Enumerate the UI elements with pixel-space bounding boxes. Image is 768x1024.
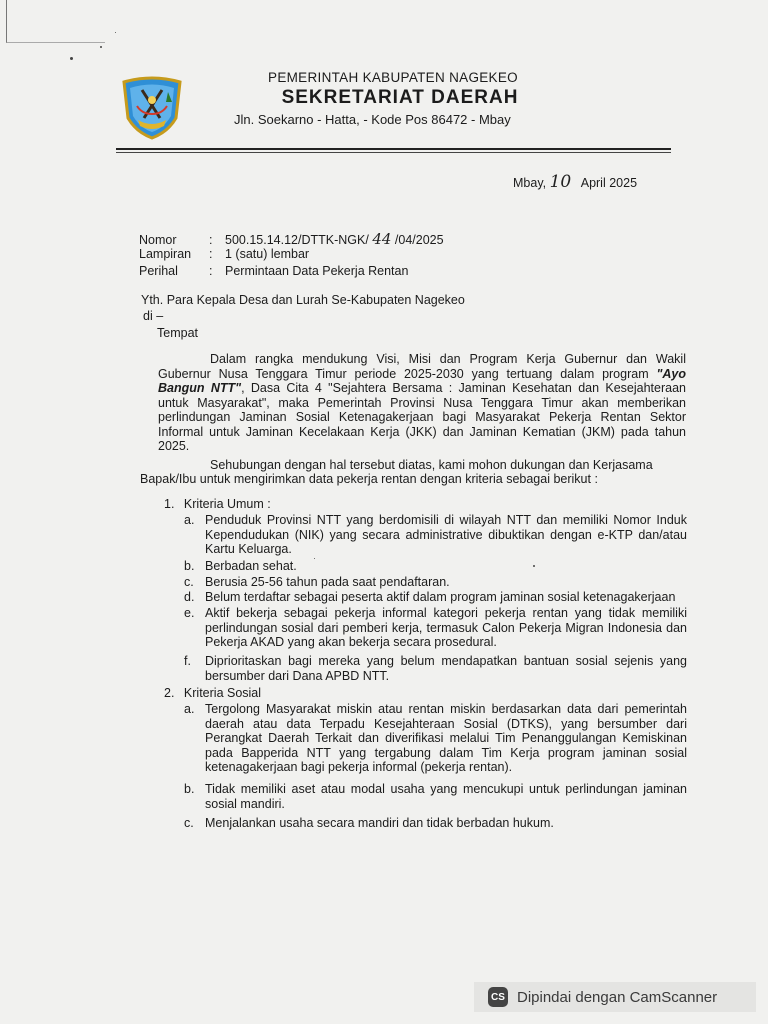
recipient-place: Tempat xyxy=(157,326,198,340)
item-letter: c. xyxy=(184,816,194,830)
letterhead-office: SEKRETARIAT DAERAH xyxy=(281,87,519,108)
paragraph-2: Sehubungan dengan hal tersebut diatas, kami mohon dukungan dan Kerjasama xyxy=(210,457,653,472)
item-letter: b. xyxy=(184,782,195,796)
program-name: "Ayo Bangun NTT" xyxy=(158,366,686,395)
letterhead xyxy=(218,70,558,127)
camscanner-text: Dipindai dengan CamScanner xyxy=(517,988,718,1006)
date-place: Mbay, xyxy=(513,176,547,190)
paragraph-1-text-cont: , Dasa Cita 4 "Sejahtera Bersama : Jaminan Kesehatan dan Kesejahteraan untuk Masyarakat", maka Pemerintah Provinsi Nusa Tenggara Timur akan memberikan perlindungan Jaminan Sosial Ketenagakerjaan bagi Masyarakat Pekerja Rentan Sektor Informal untuk Jaminan Kecelakaan Kerja (JKK) dan Jaminan Kematian (JKM) pada tahun 2025. xyxy=(158,381,686,453)
list-item: Belum terdaftar sebagai peserta aktif dalam program jaminan sosial ketenagakerjaan xyxy=(205,590,676,604)
item-letter: f. xyxy=(184,654,191,668)
criteria-number: 1. xyxy=(164,497,175,511)
letter-meta xyxy=(139,230,444,281)
scan-speck xyxy=(100,46,102,48)
regency-shield-logo-icon xyxy=(120,76,184,140)
colon: : xyxy=(209,233,213,247)
colon: : xyxy=(209,247,213,261)
list-item: Penduduk Provinsi NTT yang berdomisili di wilayah NTT dan memiliki Nomor Induk Kependudukan (NIK) yang secara administrative dibuktikan dengan e-KTP dan/atau Kartu Keluarga. xyxy=(205,513,687,556)
camscanner-icon: CS xyxy=(488,987,508,1007)
perihal-value: Permintaan Data Pekerja Rentan xyxy=(225,264,409,278)
list-item: Berusia 25-56 tahun pada saat pendaftaran. xyxy=(205,575,450,589)
scan-frame-mark xyxy=(6,0,105,43)
camscanner-watermark xyxy=(474,982,756,1012)
criteria-2-heading xyxy=(164,686,261,701)
lampiran-label: Lampiran xyxy=(139,247,192,261)
letterhead-rule xyxy=(116,148,671,150)
criteria-title: Kriteria Sosial xyxy=(183,686,262,700)
nomor-prefix: 500.15.14.12/DTTK-NGK/ xyxy=(225,233,369,247)
nomor-handwritten: 44 xyxy=(372,230,392,248)
scan-speck xyxy=(70,57,73,60)
nomor-value xyxy=(225,230,444,248)
paragraph-2-cont: Bapak/Ibu untuk mengirimkan data pekerja rentan dengan kriteria sebagai berikut : xyxy=(140,472,598,486)
list-item: Tidak memiliki aset atau modal usaha yang mencukupi untuk perlindungan jaminan sosial mandiri. xyxy=(205,782,687,811)
item-letter: d. xyxy=(184,590,195,604)
letterhead-government: PEMERINTAH KABUPATEN NAGEKEO xyxy=(268,70,518,85)
recipient-address xyxy=(141,292,465,341)
paragraph-1 xyxy=(158,352,686,454)
scan-speck xyxy=(115,32,116,33)
recipient-di: di – xyxy=(143,309,164,323)
lampiran-value: 1 (satu) lembar xyxy=(225,247,310,261)
letterhead-address: Jln. Soekarno - Hatta, - Kode Pos 86472 - Mbay xyxy=(234,112,511,127)
date-day-handwritten: 10 xyxy=(549,172,572,192)
list-item: Menjalankan usaha secara mandiri dan tidak berbadan hukum. xyxy=(205,816,554,830)
criteria-title: Kriteria Umum : xyxy=(183,497,271,511)
item-letter: e. xyxy=(184,606,195,620)
criteria-1-heading xyxy=(164,497,271,512)
criteria-number: 2. xyxy=(164,686,175,700)
letter-body xyxy=(140,352,686,487)
nomor-suffix: /04/2025 xyxy=(394,233,444,247)
letterhead-rule-thin xyxy=(116,152,671,153)
date-month-year: April 2025 xyxy=(580,176,638,190)
item-letter: a. xyxy=(184,513,195,527)
recipient-line: Yth. Para Kepala Desa dan Lurah Se-Kabupaten Nagekeo xyxy=(141,293,465,307)
list-item: Diprioritaskan bagi mereka yang belum mendapatkan bantuan sosial sejenis yang bersumber dari Dana APBD NTT. xyxy=(205,654,687,683)
list-item: Aktif bekerja sebagai pekerja informal kategori pekerja rentan yang tidak memiliki perlindungan sosial dari pemberi kerja, termasuk Calon Pekerja Migran Indonesia dan Pekerja AKAD yang akan bekerja secara prosedural. xyxy=(205,606,687,649)
letter-date xyxy=(513,172,637,192)
nomor-label: Nomor xyxy=(139,233,177,247)
item-letter: b. xyxy=(184,559,195,573)
item-letter: c. xyxy=(184,575,194,589)
list-item: Berbadan sehat. xyxy=(205,559,297,573)
list-item: Tergolong Masyarakat miskin atau rentan miskin berdasarkan data dari pemerintah daerah atau data Terpadu Kesejahteraan Sosial (DTKS), yang bersumber dari Perangkat Daerah Terkait dan diverifikasi melalui Tim Penanggulangan Kemiskinan pada Bapperida NTT yang tergabung dalam Tim Kerja program jaminan sosial ketenagakerjaan bagi pekerja informal (pekerja rentan). xyxy=(205,702,687,774)
item-letter: a. xyxy=(184,702,195,716)
paragraph-1-text: Dalam rangka mendukung Visi, Misi dan Program Kerja Gubernur dan Wakil Gubernur Nusa Tenggara Timur periode 2025-2030 yang tertuang dalam program xyxy=(158,352,686,381)
perihal-label: Perihal xyxy=(139,264,178,278)
colon: : xyxy=(209,264,213,278)
